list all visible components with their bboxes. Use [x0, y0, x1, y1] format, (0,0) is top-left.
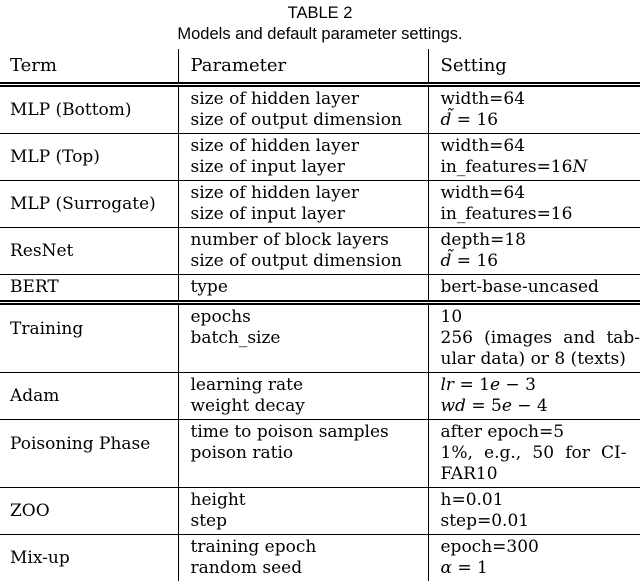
- parameter-line: step: [190, 511, 227, 531]
- setting-line: h=0.01: [440, 490, 504, 510]
- parameter-line: type: [190, 277, 228, 297]
- setting-line: d̃ = 16: [440, 110, 499, 130]
- table-row: [0, 373, 640, 420]
- setting-line: after epoch=5: [440, 422, 565, 442]
- parameter-line: number of block layers: [190, 230, 389, 250]
- setting-cell: [428, 181, 640, 228]
- setting-cell: [428, 373, 640, 420]
- term-label: ZOO: [10, 500, 50, 521]
- setting-line: depth=18: [440, 230, 526, 250]
- setting-line: width=64: [440, 89, 526, 109]
- header-parameter: Parameter: [178, 49, 428, 85]
- parameter-cell: [178, 488, 428, 535]
- setting-line: lr = 1e − 3: [440, 375, 536, 395]
- table-row: [0, 488, 640, 535]
- setting-line: width=64: [440, 136, 526, 156]
- setting-cell: [428, 134, 640, 181]
- setting-line: epoch=300: [440, 537, 539, 557]
- term-label: Mix-up: [10, 547, 70, 568]
- parameter-line: size of input layer: [190, 157, 345, 177]
- table-title: Models and default parameter settings.: [177, 25, 463, 43]
- parameter-line: size of input layer: [190, 204, 345, 224]
- parameter-line: size of output dimension: [190, 110, 402, 130]
- term-label: Poisoning Phase: [10, 433, 151, 454]
- parameter-cell: [178, 535, 428, 582]
- setting-line: ular data) or 8 (texts): [440, 349, 626, 369]
- parameter-line: training epoch: [190, 537, 317, 557]
- table-row: [0, 303, 640, 373]
- setting-line: 1%, e.g., 50 for CI-: [440, 443, 627, 463]
- table-row: [0, 228, 640, 275]
- setting-line: d̃ = 16: [440, 251, 499, 271]
- table-row: [0, 535, 640, 582]
- parameter-line: learning rate: [190, 375, 304, 395]
- setting-cell: [428, 535, 640, 582]
- parameter-cell: [178, 373, 428, 420]
- setting-cell: [428, 85, 640, 134]
- term-label: Adam: [10, 385, 60, 406]
- parameter-line: height: [190, 490, 246, 510]
- parameter-line: size of hidden layer: [190, 183, 359, 203]
- term-label: BERT: [10, 277, 59, 297]
- term-label: ResNet: [10, 240, 74, 261]
- term-label: MLP (Surrogate): [10, 193, 156, 214]
- setting-cell: [428, 275, 640, 303]
- setting-line: 256 (images and tab-: [440, 328, 640, 348]
- parameter-line: batch_size: [190, 328, 281, 348]
- parameter-line: poison ratio: [190, 443, 294, 463]
- parameter-cell: [178, 228, 428, 275]
- setting-cell: [428, 488, 640, 535]
- setting-line: in_features=16: [440, 204, 573, 224]
- term-label: Training: [10, 318, 84, 339]
- header-setting: Setting: [428, 49, 640, 85]
- parameter-cell: [178, 303, 428, 373]
- header-term: Term: [10, 55, 57, 76]
- parameter-line: size of output dimension: [190, 251, 402, 271]
- parameter-line: size of hidden layer: [190, 136, 359, 156]
- parameter-line: random seed: [190, 558, 303, 578]
- table-row: [0, 85, 640, 134]
- parameters-table: [0, 49, 640, 581]
- setting-line: 10: [440, 307, 463, 327]
- parameter-line: size of hidden layer: [190, 89, 359, 109]
- parameter-cell: [178, 420, 428, 488]
- table-number: TABLE 2: [287, 4, 353, 22]
- setting-line: in_features=16N: [440, 157, 588, 177]
- setting-cell: [428, 303, 640, 373]
- table-row: [0, 134, 640, 181]
- setting-cell: [428, 420, 640, 488]
- setting-line: width=64: [440, 183, 526, 203]
- parameter-cell: [178, 134, 428, 181]
- parameter-line: weight decay: [190, 396, 305, 416]
- setting-line: FAR10: [440, 464, 498, 484]
- parameter-line: time to poison samples: [190, 422, 389, 442]
- parameter-cell: [178, 181, 428, 228]
- table-row: [0, 181, 640, 228]
- setting-line: bert-base-uncased: [440, 277, 599, 297]
- setting-cell: [428, 228, 640, 275]
- term-label: MLP (Top): [10, 146, 100, 167]
- setting-line: α = 1: [440, 558, 488, 578]
- header-row: [0, 49, 640, 85]
- setting-line: wd = 5e − 4: [440, 396, 548, 416]
- table-row: [0, 275, 640, 303]
- setting-line: step=0.01: [440, 511, 530, 531]
- parameter-cell: [178, 85, 428, 134]
- parameter-cell: [178, 275, 428, 303]
- table-caption: [0, 0, 640, 45]
- parameter-line: epochs: [190, 307, 251, 327]
- table-row: [0, 420, 640, 488]
- term-label: MLP (Bottom): [10, 99, 132, 120]
